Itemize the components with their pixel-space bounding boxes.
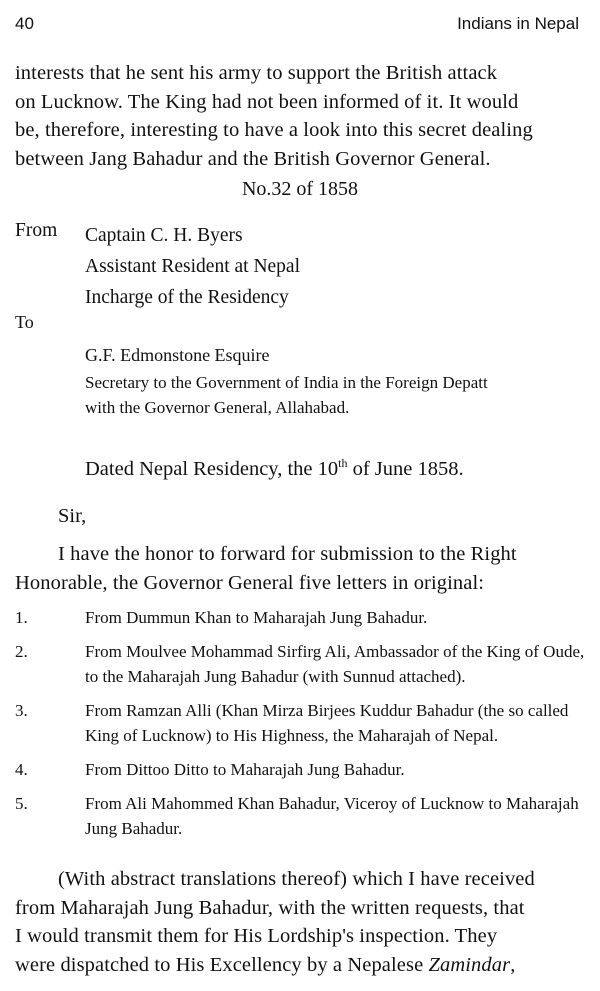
date-ordinal: th — [338, 456, 348, 471]
list-item — [15, 639, 585, 689]
letter-number: No.32 of 1858 — [241, 178, 359, 200]
list-item-number: 5. — [15, 794, 28, 813]
list-item-text: From Ali Mahommed Khan Bahadur, Viceroy of Lucknow to Maharajah Jung Bahadur. — [85, 794, 579, 838]
date-text-end: of June 1858. — [347, 458, 464, 480]
text-line — [15, 951, 535, 980]
date-text: Dated Nepal Residency, the 10 — [85, 458, 339, 480]
sender-name: Captain C. H. Byers — [85, 225, 243, 246]
list-item-text: From Moulvee Mohammad Sirfirg Ali, Ambassador of the King of Oude, to the Maharajah Jung Bahadur (with Sunnud attached). — [85, 642, 585, 686]
text-line: be, therefore, interesting to have a look into this secret dealing — [15, 119, 533, 141]
text-segment: , — [510, 953, 516, 976]
running-title: Indians in Nepal — [457, 14, 579, 33]
recipient-line: with the Governor General, Allahabad. — [85, 398, 350, 417]
text-line: I would transmit them for His Lordship's inspection. They — [15, 925, 498, 947]
text-line: I have the honor to forward for submission to the Right — [58, 543, 517, 565]
list-item-number: 2. — [15, 642, 28, 661]
italic-term: Zamindar — [428, 953, 511, 976]
list-item-text: From Ramzan Alli (Khan Mirza Birjees Kuddur Bahadur (the so called King of Lucknow) to His Highness, the Maharajah of Nepal. — [85, 701, 569, 745]
list-item-number: 1. — [15, 608, 28, 627]
text-line: Honorable, the Governor General five letters in original: — [15, 571, 485, 594]
body-paragraph-1 — [15, 540, 517, 597]
sender-block — [85, 220, 300, 313]
text-line: from Maharajah Jung Bahadur, with the written requests, that — [15, 896, 525, 919]
text-line: (With abstract translations thereof) which I have received — [58, 868, 535, 890]
sender-title: Assistant Resident at Nepal — [85, 256, 301, 277]
list-item — [15, 791, 585, 841]
text-line: on Lucknow. The King had not been informed of it. It would — [15, 90, 519, 113]
intro-paragraph — [15, 59, 533, 173]
sender-office: Incharge of the Residency — [85, 287, 289, 308]
from-label: From — [15, 220, 58, 241]
list-item-number: 3. — [15, 701, 28, 720]
list-item-number: 4. — [15, 760, 28, 779]
list-item — [15, 757, 585, 782]
list-item-text: From Dittoo Ditto to Maharajah Jung Bahadur. — [85, 760, 405, 779]
salutation: Sir, — [58, 505, 87, 527]
text-segment: were dispatched to His Excellency by a Nepalese — [15, 953, 429, 976]
letters-list — [15, 605, 585, 850]
list-item — [15, 605, 585, 630]
recipient-line: Secretary to the Government of India in the Foreign Depatt — [85, 373, 488, 392]
text-line: between Jang Bahadur and the British Governor General. — [15, 147, 491, 170]
list-item-text: From Dummun Khan to Maharajah Jung Bahadur. — [85, 608, 428, 627]
text-line: interests that he sent his army to support the British attack — [15, 62, 498, 84]
body-paragraph-2 — [15, 865, 535, 979]
page-number: 40 — [15, 14, 34, 33]
recipient-name: G.F. Edmonstone Esquire — [85, 345, 270, 365]
list-item — [15, 698, 585, 748]
letter-date — [85, 458, 464, 481]
to-label: To — [15, 312, 34, 332]
recipient-block — [85, 341, 488, 420]
